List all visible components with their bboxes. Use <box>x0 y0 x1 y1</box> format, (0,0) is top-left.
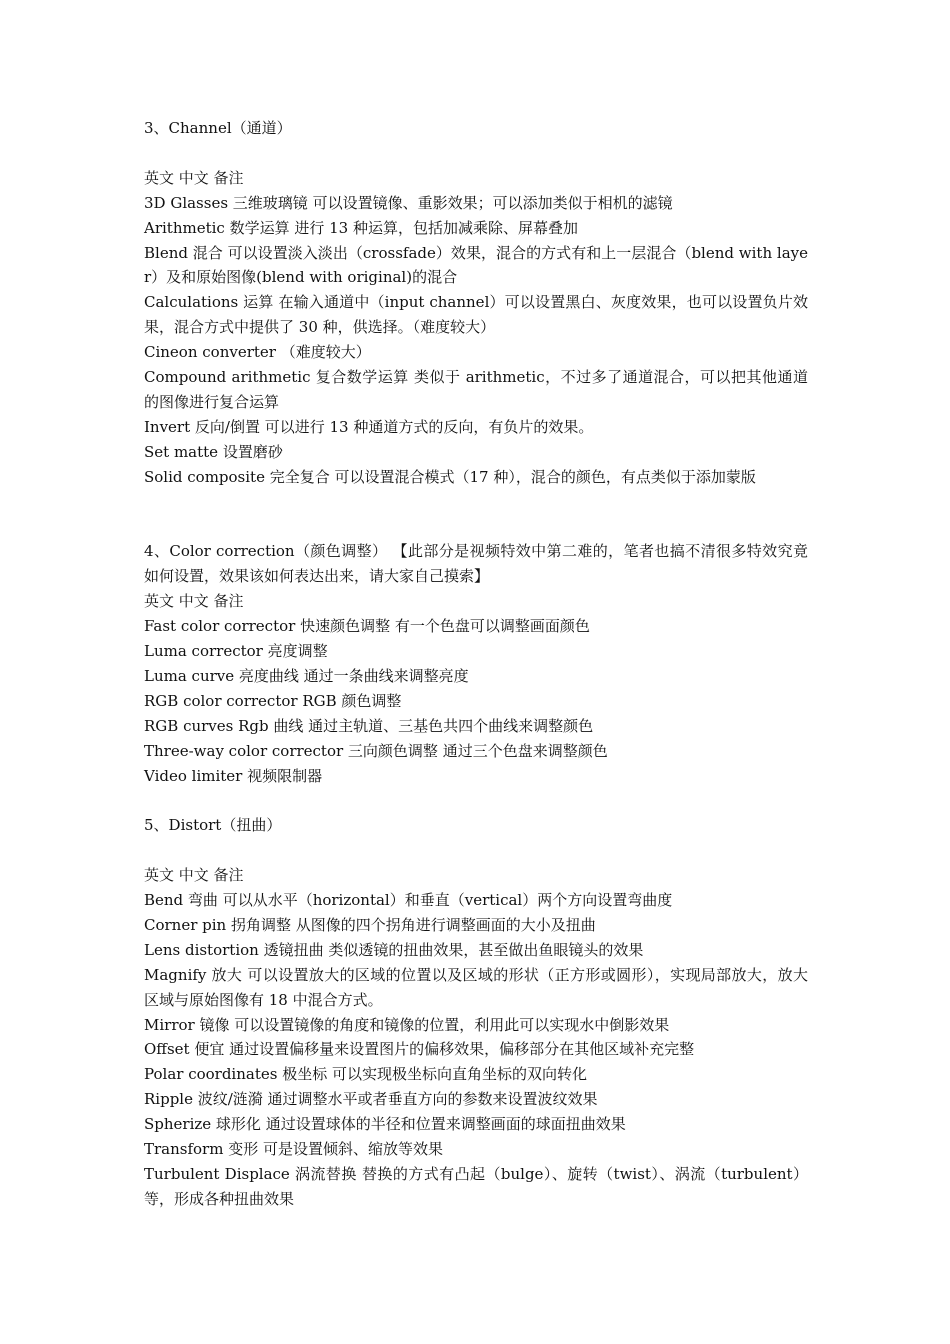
spacer <box>144 788 808 813</box>
entry-blend: Blend 混合 可以设置淡入淡出（crossfade）效果，混合的方式有和上一层混合（blend with layer）及和原始图像(blend with original)的混合 <box>144 243 808 287</box>
entry-mirror: Mirror 镜像 可以设置镜像的角度和镜像的位置，利用此可以实现水中倒影效果 <box>144 1015 670 1034</box>
section-title-distort: 5、Distort（扭曲） <box>144 816 282 835</box>
entry-polar-coordinates: Polar coordinates 极坐标 可以实现极坐标向直角坐标的双向转化 <box>144 1065 587 1084</box>
entry-transform: Transform 变形 可是设置倾斜、缩放等效果 <box>144 1140 443 1159</box>
entry-calculations: Calculations 运算 在输入通道中（input channel）可以设置黑白、灰度效果，也可以设置负片效果，混合方式中提供了 30 种，供选择。（难度较大） <box>144 293 808 337</box>
entry-spherize: Spherize 球形化 通过设置球体的半径和位置来调整画面的球面扭曲效果 <box>144 1115 626 1134</box>
entry-solid-composite: Solid composite 完全复合 可以设置混合模式（17 种），混合的颜色，有点类似于添加蒙版 <box>144 467 756 486</box>
document-page <box>144 116 808 1212</box>
spacer <box>144 838 808 863</box>
entry-video-limiter: Video limiter 视频限制器 <box>144 766 323 785</box>
spacer <box>144 490 808 515</box>
entry-fast-color-corrector: Fast color corrector 快速颜色调整 有一个色盘可以调整画面颜色 <box>144 617 590 636</box>
entry-corner-pin: Corner pin 拐角调整 从图像的四个拐角进行调整画面的大小及扭曲 <box>144 915 596 934</box>
entry-luma-curve: Luma curve 亮度曲线 通过一条曲线来调整亮度 <box>144 666 469 685</box>
spacer <box>144 514 808 539</box>
entry-rgb-curves: RGB curves Rgb 曲线 通过主轨道、三基色共四个曲线来调整颜色 <box>144 716 594 735</box>
entry-luma-corrector: Luma corrector 亮度调整 <box>144 641 328 660</box>
entry-invert: Invert 反向/倒置 可以进行 13 种通道方式的反向，有负片的效果。 <box>144 417 594 436</box>
entry-compound-arithmetic: Compound arithmetic 复合数学运算 类似于 arithmetic，不过多了通道混合，可以把其他通道的图像进行复合运算 <box>144 368 808 411</box>
entry-lens-distortion: Lens distortion 透镜扭曲 类似透镜的扭曲效果，甚至做出鱼眼镜头的效果 <box>144 940 644 959</box>
entry-ripple: Ripple 波纹/涟漪 通过调整水平或者垂直方向的参数来设置波纹效果 <box>144 1090 598 1109</box>
entry-cineon-converter: Cineon converter （难度较大） <box>144 343 371 362</box>
entry-turbulent-displace: Turbulent Displace 涡流替换 替换的方式有凸起（bulge）、旋转（twist）、涡流（turbulent）等，形成各种扭曲效果 <box>144 1164 808 1208</box>
entry-set-matte: Set matte 设置磨砂 <box>144 442 283 461</box>
column-header: 英文 中文 备注 <box>144 168 244 187</box>
entry-offset: Offset 便宜 通过设置偏移量来设置图片的偏移效果，偏移部分在其他区域补充完整 <box>144 1040 695 1059</box>
entry-3d-glasses: 3D Glasses 三维玻璃镜 可以设置镜像、重影效果；可以添加类似于相机的滤镜 <box>144 193 673 212</box>
spacer <box>144 141 808 166</box>
section-title-color-correction: 4、Color correction（颜色调整） 【此部分是视频特效中第二难的，笔者也搞不清很多特效究竟如何设置，效果该如何表达出来，请大家自己摸索】 <box>144 542 808 586</box>
entry-three-way-color-corrector: Three-way color corrector 三向颜色调整 通过三个色盘来调整颜色 <box>144 741 608 760</box>
entry-arithmetic: Arithmetic 数学运算 进行 13 种运算，包括加减乘除、屏幕叠加 <box>144 218 578 237</box>
entry-bend: Bend 弯曲 可以从水平（horizontal）和垂直（vertical）两个方向设置弯曲度 <box>144 891 673 910</box>
section-title-channel: 3、Channel（通道） <box>144 119 292 137</box>
entry-rgb-color-corrector: RGB color corrector RGB 颜色调整 <box>144 691 402 710</box>
entry-magnify: Magnify 放大 可以设置放大的区域的位置以及区域的形状（正方形或圆形），实现局部放大，放大区域与原始图像有 18 中混合方式。 <box>144 965 808 1009</box>
column-header: 英文 中文 备注 <box>144 592 244 611</box>
column-header: 英文 中文 备注 <box>144 866 244 885</box>
